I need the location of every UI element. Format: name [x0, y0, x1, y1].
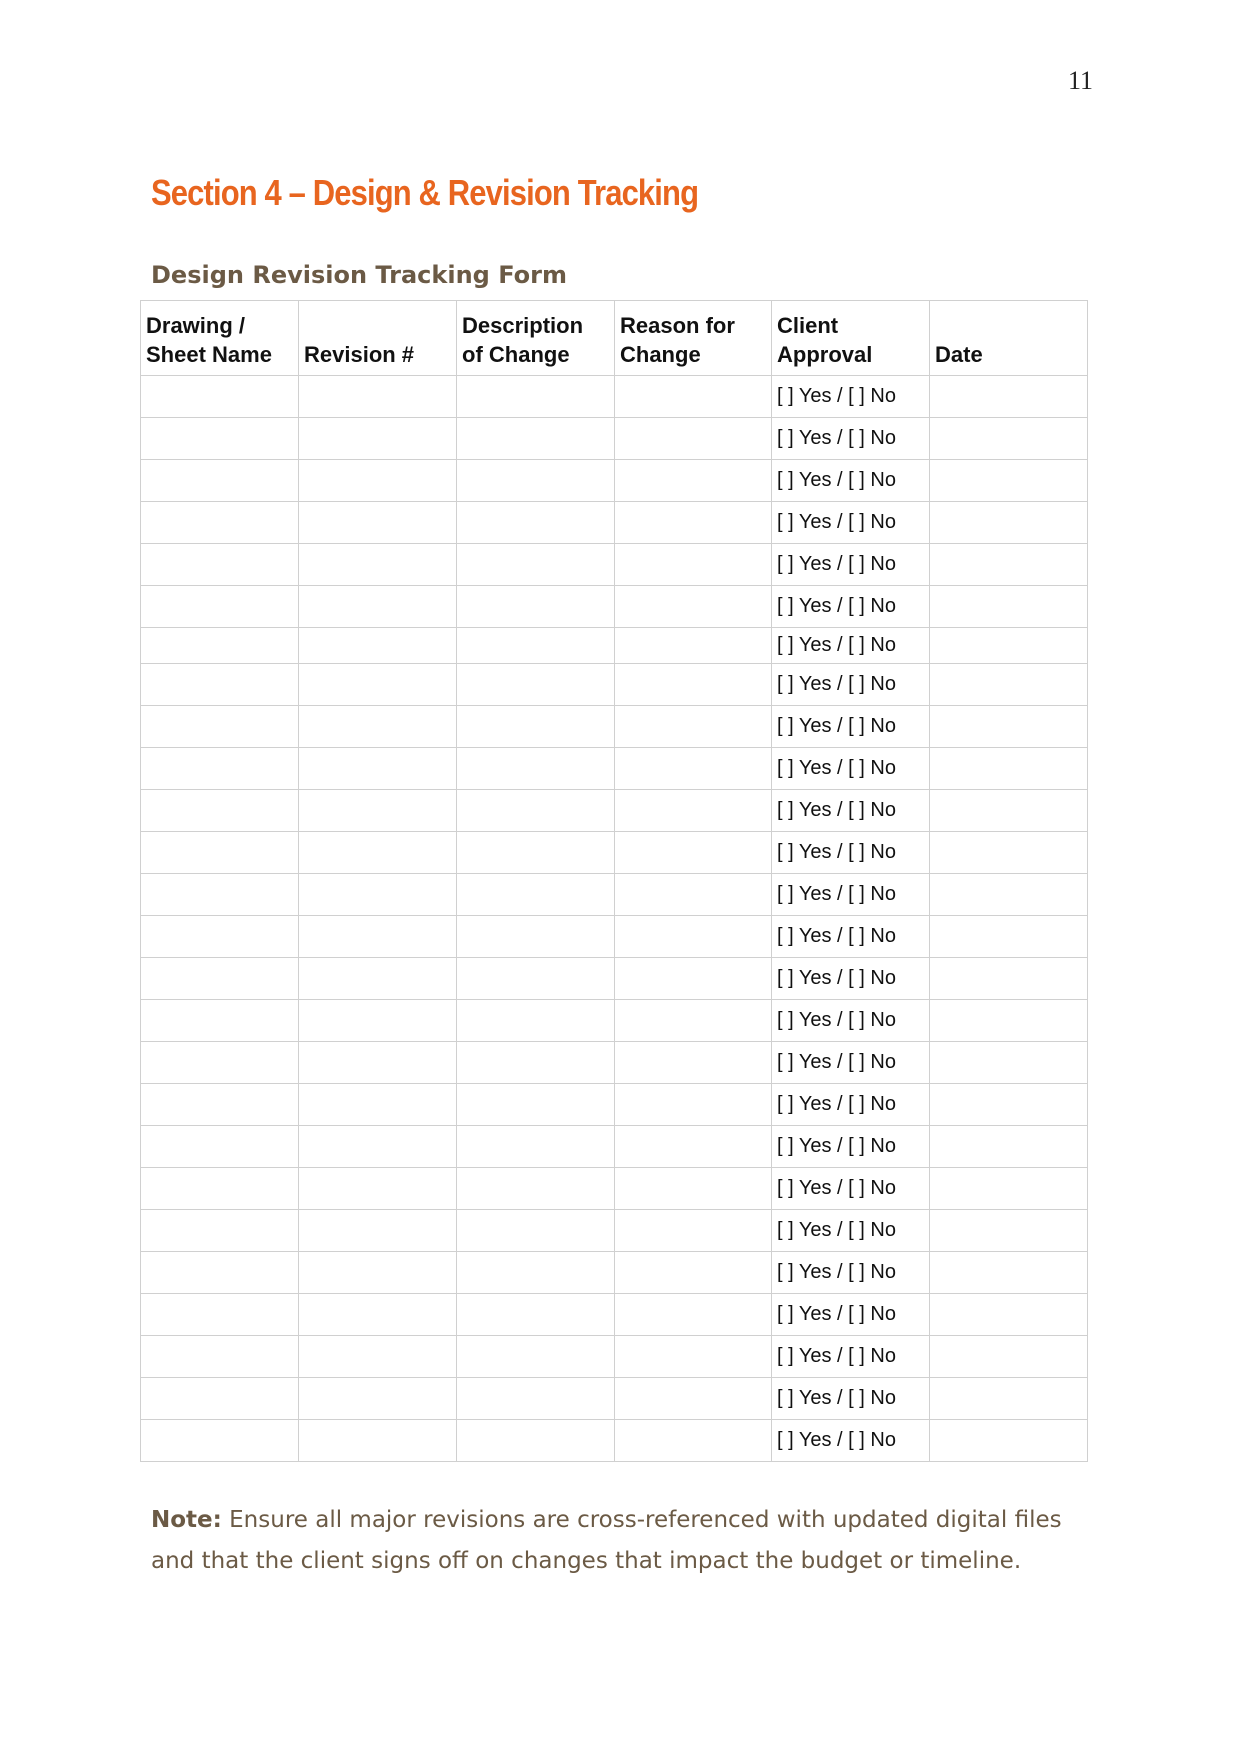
- table-row: [141, 832, 1088, 874]
- drawing-sheet-name-cell[interactable]: [141, 916, 299, 958]
- revision-number-cell[interactable]: [299, 460, 457, 502]
- date-cell[interactable]: [930, 832, 1088, 874]
- table-row: [141, 1420, 1088, 1462]
- page-number: 11: [1068, 66, 1094, 95]
- table-row: [141, 958, 1088, 1000]
- header-description-of-change: Description of Change: [457, 301, 615, 376]
- revision-number-cell[interactable]: [299, 502, 457, 544]
- client-approval-cell[interactable]: [ ] Yes / [ ] No: [772, 916, 930, 958]
- client-approval-cell[interactable]: [ ] Yes / [ ] No: [772, 460, 930, 502]
- reason-cell[interactable]: [615, 1168, 772, 1210]
- table-row: [141, 628, 1088, 664]
- revision-number-cell[interactable]: [299, 1336, 457, 1378]
- revision-number-cell[interactable]: [299, 1000, 457, 1042]
- date-cell[interactable]: [930, 544, 1088, 586]
- revision-number-cell[interactable]: [299, 586, 457, 628]
- description-cell[interactable]: [457, 628, 615, 664]
- reason-cell[interactable]: [615, 874, 772, 916]
- table-row: [141, 376, 1088, 418]
- description-cell[interactable]: [457, 1084, 615, 1126]
- description-cell[interactable]: [457, 586, 615, 628]
- client-approval-cell[interactable]: [ ] Yes / [ ] No: [772, 874, 930, 916]
- section-title: Section 4 – Design & Revision Tracking: [151, 172, 699, 213]
- drawing-sheet-name-cell[interactable]: [141, 790, 299, 832]
- client-approval-cell[interactable]: [ ] Yes / [ ] No: [772, 1378, 930, 1420]
- description-cell[interactable]: [457, 706, 615, 748]
- revision-number-cell[interactable]: [299, 418, 457, 460]
- date-cell[interactable]: [930, 916, 1088, 958]
- reason-cell[interactable]: [615, 1042, 772, 1084]
- date-cell[interactable]: [930, 1000, 1088, 1042]
- description-cell[interactable]: [457, 502, 615, 544]
- drawing-sheet-name-cell[interactable]: [141, 502, 299, 544]
- description-cell[interactable]: [457, 1336, 615, 1378]
- reason-cell[interactable]: [615, 748, 772, 790]
- reason-cell[interactable]: [615, 1210, 772, 1252]
- revision-number-cell[interactable]: [299, 1042, 457, 1084]
- description-cell[interactable]: [457, 916, 615, 958]
- reason-cell[interactable]: [615, 1126, 772, 1168]
- client-approval-cell[interactable]: [ ] Yes / [ ] No: [772, 1168, 930, 1210]
- date-cell[interactable]: [930, 1378, 1088, 1420]
- reason-cell[interactable]: [615, 1336, 772, 1378]
- date-cell[interactable]: [930, 1042, 1088, 1084]
- header-revision-number: Revision #: [299, 301, 457, 376]
- drawing-sheet-name-cell[interactable]: [141, 1000, 299, 1042]
- description-cell[interactable]: [457, 1168, 615, 1210]
- table-row: [141, 664, 1088, 706]
- reason-cell[interactable]: [615, 1084, 772, 1126]
- description-cell[interactable]: [457, 790, 615, 832]
- table-row: [141, 916, 1088, 958]
- description-cell[interactable]: [457, 1294, 615, 1336]
- revision-number-cell[interactable]: [299, 748, 457, 790]
- table-row: [141, 502, 1088, 544]
- reason-cell[interactable]: [615, 418, 772, 460]
- client-approval-cell[interactable]: [ ] Yes / [ ] No: [772, 790, 930, 832]
- date-cell[interactable]: [930, 790, 1088, 832]
- table-row: [141, 1294, 1088, 1336]
- reason-cell[interactable]: [615, 664, 772, 706]
- description-cell[interactable]: [457, 460, 615, 502]
- date-cell[interactable]: [930, 664, 1088, 706]
- client-approval-cell[interactable]: [ ] Yes / [ ] No: [772, 544, 930, 586]
- reason-cell[interactable]: [615, 628, 772, 664]
- form-title: Design Revision Tracking Form: [151, 261, 567, 289]
- reason-cell[interactable]: [615, 916, 772, 958]
- note: [151, 1500, 1081, 1582]
- table-row: [141, 706, 1088, 748]
- table-row: [141, 790, 1088, 832]
- reason-cell[interactable]: [615, 460, 772, 502]
- revision-number-cell[interactable]: [299, 664, 457, 706]
- revision-number-cell[interactable]: [299, 1252, 457, 1294]
- description-cell[interactable]: [457, 1210, 615, 1252]
- revision-number-cell[interactable]: [299, 1378, 457, 1420]
- client-approval-cell[interactable]: [ ] Yes / [ ] No: [772, 748, 930, 790]
- drawing-sheet-name-cell[interactable]: [141, 706, 299, 748]
- drawing-sheet-name-cell[interactable]: [141, 586, 299, 628]
- date-cell[interactable]: [930, 628, 1088, 664]
- client-approval-cell[interactable]: [ ] Yes / [ ] No: [772, 1210, 930, 1252]
- reason-cell[interactable]: [615, 706, 772, 748]
- revision-number-cell[interactable]: [299, 1126, 457, 1168]
- description-cell[interactable]: [457, 376, 615, 418]
- date-cell[interactable]: [930, 1252, 1088, 1294]
- date-cell[interactable]: [930, 502, 1088, 544]
- reason-cell[interactable]: [615, 586, 772, 628]
- revision-number-cell[interactable]: [299, 1420, 457, 1462]
- client-approval-cell[interactable]: [ ] Yes / [ ] No: [772, 1000, 930, 1042]
- client-approval-cell[interactable]: [ ] Yes / [ ] No: [772, 628, 930, 664]
- table-row: [141, 1168, 1088, 1210]
- table-row: [141, 1210, 1088, 1252]
- revision-number-cell[interactable]: [299, 706, 457, 748]
- table-row: [141, 874, 1088, 916]
- header-reason-for-change: Reason for Change: [615, 301, 772, 376]
- description-cell[interactable]: [457, 958, 615, 1000]
- drawing-sheet-name-cell[interactable]: [141, 376, 299, 418]
- revision-number-cell[interactable]: [299, 916, 457, 958]
- description-cell[interactable]: [457, 832, 615, 874]
- revision-number-cell[interactable]: [299, 1084, 457, 1126]
- description-cell[interactable]: [457, 1420, 615, 1462]
- date-cell[interactable]: [930, 958, 1088, 1000]
- table-row: [141, 1000, 1088, 1042]
- table-row: [141, 1084, 1088, 1126]
- client-approval-cell[interactable]: [ ] Yes / [ ] No: [772, 958, 930, 1000]
- client-approval-cell[interactable]: [ ] Yes / [ ] No: [772, 1126, 930, 1168]
- table-row: [141, 1042, 1088, 1084]
- drawing-sheet-name-cell[interactable]: [141, 748, 299, 790]
- client-approval-cell[interactable]: [ ] Yes / [ ] No: [772, 1084, 930, 1126]
- drawing-sheet-name-cell[interactable]: [141, 1378, 299, 1420]
- table-row: [141, 418, 1088, 460]
- revision-number-cell[interactable]: [299, 544, 457, 586]
- date-cell[interactable]: [930, 1168, 1088, 1210]
- revision-number-cell[interactable]: [299, 958, 457, 1000]
- date-cell[interactable]: [930, 1084, 1088, 1126]
- description-cell[interactable]: [457, 664, 615, 706]
- date-cell[interactable]: [930, 748, 1088, 790]
- description-cell[interactable]: [457, 544, 615, 586]
- client-approval-cell[interactable]: [ ] Yes / [ ] No: [772, 418, 930, 460]
- table-row: [141, 586, 1088, 628]
- client-approval-cell[interactable]: [ ] Yes / [ ] No: [772, 706, 930, 748]
- date-cell[interactable]: [930, 1126, 1088, 1168]
- table-row: [141, 1378, 1088, 1420]
- header-client-approval: Client Approval: [772, 301, 930, 376]
- drawing-sheet-name-cell[interactable]: [141, 1336, 299, 1378]
- description-cell[interactable]: [457, 1000, 615, 1042]
- date-cell[interactable]: [930, 1210, 1088, 1252]
- note-text: Ensure all major revisions are cross-referenced with updated digital files and that the client signs off on changes that impact the budget or timeline.: [151, 1507, 1062, 1574]
- client-approval-cell[interactable]: [ ] Yes / [ ] No: [772, 664, 930, 706]
- reason-cell[interactable]: [615, 958, 772, 1000]
- revision-number-cell[interactable]: [299, 628, 457, 664]
- drawing-sheet-name-cell[interactable]: [141, 460, 299, 502]
- revision-number-cell[interactable]: [299, 376, 457, 418]
- table-row: [141, 544, 1088, 586]
- client-approval-cell[interactable]: [ ] Yes / [ ] No: [772, 832, 930, 874]
- date-cell[interactable]: [930, 874, 1088, 916]
- drawing-sheet-name-cell[interactable]: [141, 628, 299, 664]
- revision-tracking-table: [140, 300, 1088, 1462]
- reason-cell[interactable]: [615, 1000, 772, 1042]
- header-drawing-sheet-name: Drawing / Sheet Name: [141, 301, 299, 376]
- note-label: Note:: [151, 1507, 222, 1533]
- reason-cell[interactable]: [615, 1252, 772, 1294]
- date-cell[interactable]: [930, 1336, 1088, 1378]
- revision-number-cell[interactable]: [299, 1210, 457, 1252]
- drawing-sheet-name-cell[interactable]: [141, 1252, 299, 1294]
- client-approval-cell[interactable]: [ ] Yes / [ ] No: [772, 1042, 930, 1084]
- drawing-sheet-name-cell[interactable]: [141, 1294, 299, 1336]
- description-cell[interactable]: [457, 418, 615, 460]
- reason-cell[interactable]: [615, 832, 772, 874]
- reason-cell[interactable]: [615, 1420, 772, 1462]
- revision-number-cell[interactable]: [299, 874, 457, 916]
- table-row: [141, 1336, 1088, 1378]
- date-cell[interactable]: [930, 376, 1088, 418]
- client-approval-cell[interactable]: [ ] Yes / [ ] No: [772, 1294, 930, 1336]
- drawing-sheet-name-cell[interactable]: [141, 1126, 299, 1168]
- drawing-sheet-name-cell[interactable]: [141, 664, 299, 706]
- reason-cell[interactable]: [615, 790, 772, 832]
- date-cell[interactable]: [930, 586, 1088, 628]
- client-approval-cell[interactable]: [ ] Yes / [ ] No: [772, 376, 930, 418]
- description-cell[interactable]: [457, 874, 615, 916]
- drawing-sheet-name-cell[interactable]: [141, 544, 299, 586]
- revision-number-cell[interactable]: [299, 1294, 457, 1336]
- revision-number-cell[interactable]: [299, 790, 457, 832]
- date-cell[interactable]: [930, 706, 1088, 748]
- description-cell[interactable]: [457, 1126, 615, 1168]
- date-cell[interactable]: [930, 418, 1088, 460]
- client-approval-cell[interactable]: [ ] Yes / [ ] No: [772, 502, 930, 544]
- drawing-sheet-name-cell[interactable]: [141, 832, 299, 874]
- drawing-sheet-name-cell[interactable]: [141, 874, 299, 916]
- description-cell[interactable]: [457, 1378, 615, 1420]
- description-cell[interactable]: [457, 748, 615, 790]
- drawing-sheet-name-cell[interactable]: [141, 1420, 299, 1462]
- reason-cell[interactable]: [615, 502, 772, 544]
- drawing-sheet-name-cell[interactable]: [141, 1210, 299, 1252]
- reason-cell[interactable]: [615, 1378, 772, 1420]
- date-cell[interactable]: [930, 460, 1088, 502]
- table-row: [141, 748, 1088, 790]
- date-cell[interactable]: [930, 1420, 1088, 1462]
- table-row: [141, 1126, 1088, 1168]
- reason-cell[interactable]: [615, 544, 772, 586]
- header-date: Date: [930, 301, 1088, 376]
- table-row: [141, 460, 1088, 502]
- revision-number-cell[interactable]: [299, 832, 457, 874]
- drawing-sheet-name-cell[interactable]: [141, 1168, 299, 1210]
- description-cell[interactable]: [457, 1042, 615, 1084]
- table-body: [141, 376, 1088, 1462]
- reason-cell[interactable]: [615, 1294, 772, 1336]
- client-approval-cell[interactable]: [ ] Yes / [ ] No: [772, 1420, 930, 1462]
- table-row: [141, 1252, 1088, 1294]
- drawing-sheet-name-cell[interactable]: [141, 1042, 299, 1084]
- client-approval-cell[interactable]: [ ] Yes / [ ] No: [772, 1336, 930, 1378]
- drawing-sheet-name-cell[interactable]: [141, 1084, 299, 1126]
- client-approval-cell[interactable]: [ ] Yes / [ ] No: [772, 586, 930, 628]
- reason-cell[interactable]: [615, 376, 772, 418]
- client-approval-cell[interactable]: [ ] Yes / [ ] No: [772, 1252, 930, 1294]
- revision-number-cell[interactable]: [299, 1168, 457, 1210]
- date-cell[interactable]: [930, 1294, 1088, 1336]
- table-header-row: [141, 301, 1088, 376]
- description-cell[interactable]: [457, 1252, 615, 1294]
- drawing-sheet-name-cell[interactable]: [141, 418, 299, 460]
- drawing-sheet-name-cell[interactable]: [141, 958, 299, 1000]
